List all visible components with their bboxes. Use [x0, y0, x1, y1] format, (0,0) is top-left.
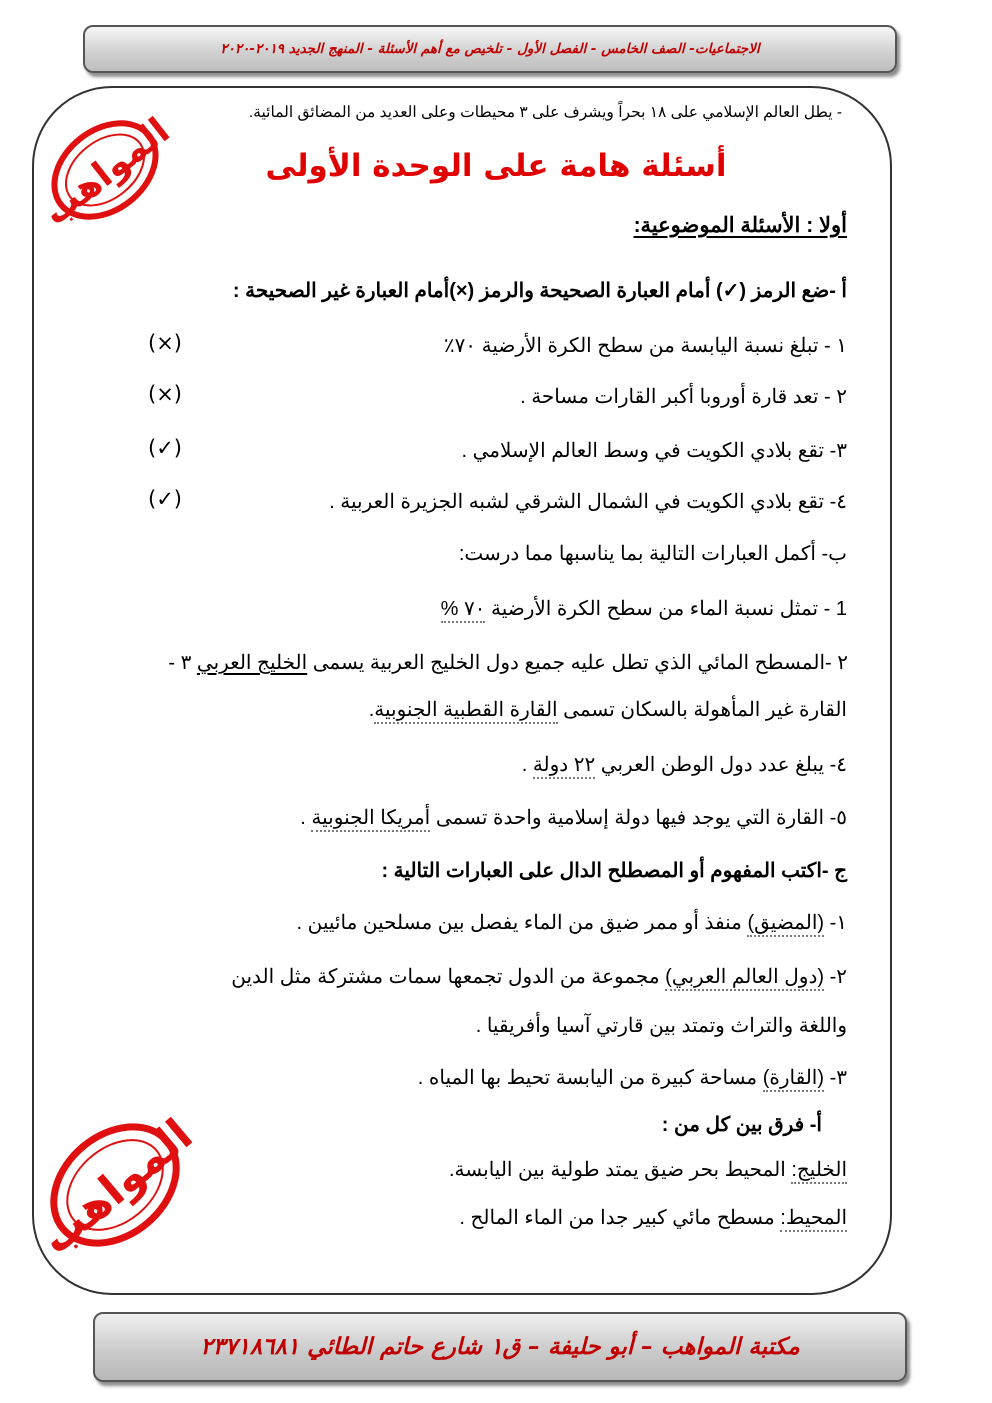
complete-item-1	[441, 596, 847, 621]
answer-mark-1: (×)	[148, 331, 182, 355]
footer-text: مكتبة المواهب – أبو حليفة – ق١ شارع حاتم الطائي ٢٣٧١٨٦٨١	[200, 1334, 800, 1360]
part-b-instruction: ب- أكمل العبارات التالية بما يناسبها مما درست:	[458, 543, 847, 565]
main-title: أسئلة هامة على الوحدة الأولى	[265, 148, 727, 184]
difference-gulf	[449, 1157, 847, 1182]
complete-item-1-text: 1 - تمثل نسبة الماء من سطح الكرة الأرضية	[490, 598, 847, 620]
footer-banner	[93, 1312, 907, 1382]
part-c-instruction: ج -اكتب المفهوم أو المصطلح الدال على العبارات التالية :	[381, 860, 847, 882]
difference-ocean-text: مسطح مائي كبير جدا من الماء المالح .	[459, 1207, 781, 1229]
difference-gulf-term: الخليج:	[791, 1159, 847, 1184]
complete-item-2-text: ٢ -المسطح المائي الذي تطل عليه جميع دول الخليج العربية يسمى	[312, 652, 848, 674]
term-item-3-number: ٣-	[824, 1067, 847, 1089]
stamp-logo-top-text: المواهب	[35, 110, 178, 234]
complete-item-3-number: ٣ -	[168, 652, 197, 674]
header-banner	[83, 25, 897, 73]
part-d-instruction: أ- فرق بين كل من :	[661, 1114, 822, 1136]
complete-item-3-text: القارة غير المأهولة بالسكان تسمى	[563, 699, 847, 721]
stamp-logo-bottom	[30, 1090, 203, 1280]
complete-item-3-answer: القارة القطبية الجنوبية	[374, 699, 557, 724]
true-false-item-1: ١ - تبلغ نسبة اليابسة من سطح الكرة الأرضية ٧٠٪	[443, 335, 847, 357]
complete-item-2-answer: الخليج العربي	[196, 652, 308, 674]
term-item-3-text: مساحة كبيرة من اليابسة تحيط بها المياه .	[417, 1067, 763, 1089]
part-a-instruction: أ -ضع الرمز (✓) أمام العبارة الصحيحة والرمز (×)أمام العبارة غير الصحيحة :	[232, 280, 847, 302]
complete-item-1-answer: ٧٠ %	[441, 598, 486, 623]
term-item-3	[418, 1065, 847, 1090]
complete-item-3	[369, 697, 847, 722]
complete-item-2	[168, 650, 848, 675]
complete-item-4-answer: ٢٢ دولة	[533, 754, 595, 779]
complete-item-4-text: ٤- يبلغ عدد دول الوطن العربي	[600, 754, 847, 776]
term-item-1-number: ١-	[824, 912, 847, 934]
complete-item-5-text: ٥- القارة التي يوجد فيها دولة إسلامية واحدة تسمى	[435, 807, 847, 829]
complete-item-5-period: .	[300, 807, 312, 829]
complete-item-4	[522, 752, 847, 777]
stamp-logo-top	[35, 100, 178, 240]
header-title: الاجتماعيات- الصف الخامس - الفصل الأول - تلخيص مع أهم الأسئلة - المنهج الجديد ٢٠١٩-٢٠٢٠	[220, 41, 760, 57]
answer-mark-2: (×)	[148, 382, 182, 406]
answer-mark-4: (✓)	[148, 487, 182, 511]
complete-item-5	[300, 805, 847, 830]
term-item-3-term: (القارة)	[763, 1067, 824, 1092]
term-item-2-number: ٢-	[824, 966, 847, 988]
difference-ocean	[459, 1205, 847, 1230]
term-item-1-text: منفذ أو ممر ضيق من الماء يفصل بين مسلحين مائيين .	[296, 912, 748, 934]
term-item-2-term: (دول العالم العربي)	[665, 966, 824, 991]
complete-item-5-answer: أمريكا الجنوبية	[311, 807, 430, 832]
term-item-2-text: مجموعة من الدول تجمعها سمات مشتركة مثل الدين	[231, 966, 666, 988]
difference-gulf-text: المحيط بحر ضيق يمتد طولية بين اليابسة.	[449, 1159, 792, 1181]
true-false-item-3: ٣- تقع بلادي الكويت في وسط العالم الإسلامي .	[461, 440, 847, 462]
complete-item-4-period: .	[521, 754, 533, 776]
term-item-2-continued: واللغة والتراث وتمتد بين قارتي آسيا وأفريقيا .	[475, 1015, 847, 1037]
term-item-1-term: (المضيق)	[747, 912, 824, 937]
answer-mark-3: (✓)	[148, 436, 182, 460]
term-item-2	[231, 964, 847, 989]
term-item-1	[297, 910, 848, 935]
intro-text: - يطل العالم الإسلامي على ١٨ بحراً ويشرف على ٣ محيطات وعلى العديد من المضائق المائية.	[248, 104, 842, 121]
complete-item-3-period: .	[368, 699, 375, 721]
true-false-item-4: ٤- تقع بلادي الكويت في الشمال الشرقي لشبه الجزيرة العربية .	[329, 491, 847, 513]
difference-ocean-term: المحيط:	[780, 1207, 847, 1232]
stamp-logo-bottom-text: المواهب	[30, 1109, 203, 1265]
section1-title: أولا : الأسئلة الموضوعية:	[633, 214, 847, 237]
true-false-item-2: ٢ - تعد قارة أوروبا أكبر القارات مساحة .	[520, 386, 847, 408]
